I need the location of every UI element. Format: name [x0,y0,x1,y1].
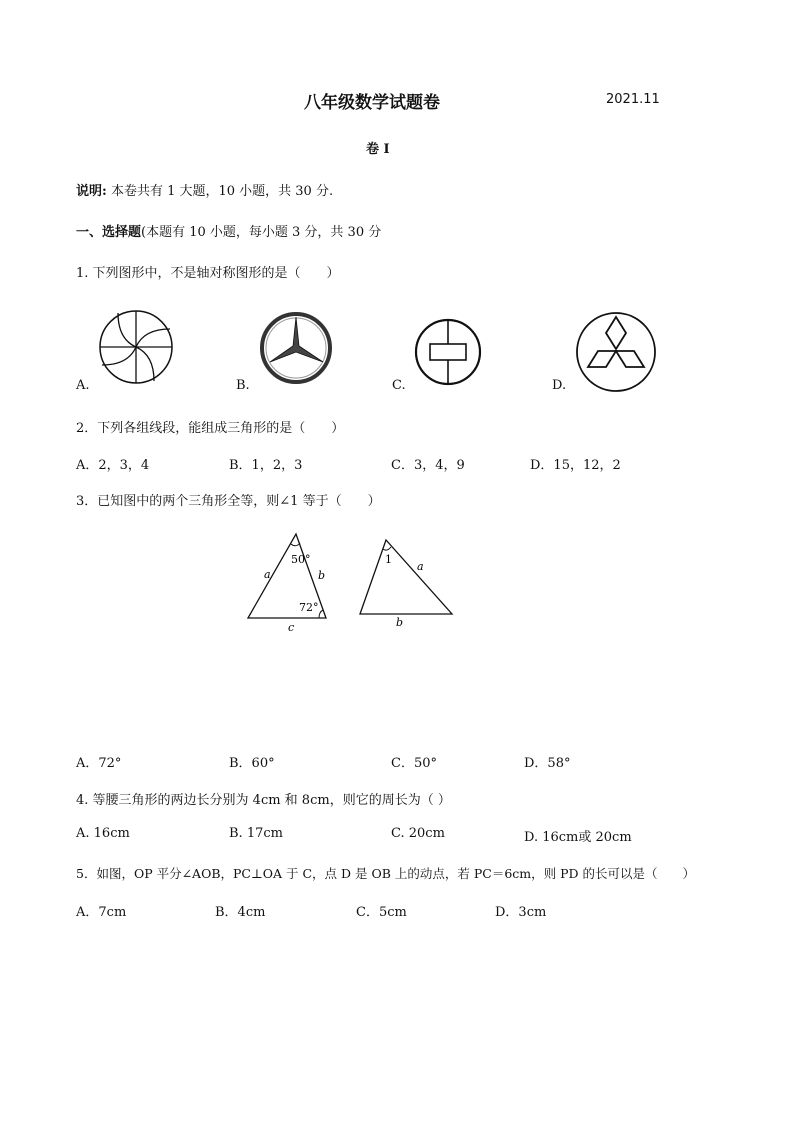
q3-option-d[interactable]: D．58° [524,756,571,771]
part-one-heading [76,221,381,240]
question-5-stem: 5．如图，OP 平分∠AOB，PC⊥OA 于 C，点 D 是 OB 上的动点，若 PC＝6cm，则 PD 的长可以是（ ） [76,866,696,881]
q5-option-a[interactable]: A．7cm [76,905,127,920]
q3-option-b[interactable]: B．60° [229,756,275,771]
q1-option-c[interactable]: C. [392,378,406,393]
q2-option-a[interactable]: A．2，3，4 [76,458,150,473]
q3-triangle-2 [352,528,462,638]
q1-figure-d-diamonds [575,311,657,393]
q4-option-d[interactable]: D. 16cm或 20cm [524,830,632,845]
section-heading: 卷 I [366,142,390,157]
q3-option-a[interactable]: A．72° [76,756,122,771]
q5-option-c[interactable]: C．5cm [356,905,407,920]
question-4-stem: 4. 等腰三角形的两边长分别为 4cm 和 8cm，则它的周长为（ ） [76,793,451,808]
instructions-label: 说明: [76,184,107,199]
t1-side-c-label: c [288,621,295,634]
t1-side-b-label: b [318,569,326,582]
q3-option-c[interactable]: C．50° [391,756,437,771]
part-one-label: 一、选择题 [76,225,142,240]
instructions-text: 本卷共有 1 大题，10 小题，共 30 分. [106,184,334,199]
q3-triangle-1 [240,528,340,638]
page-title: 八年级数学试题卷 [304,93,440,113]
q1-option-a[interactable]: A. [76,378,90,393]
instructions [76,180,333,199]
q2-option-c[interactable]: C．3，4，9 [391,458,465,473]
t2-angle-1-label: 1 [385,553,392,566]
question-2-stem: 2．下列各组线段，能组成三角形的是（ ） [76,421,345,436]
q1-option-d[interactable]: D. [552,378,567,393]
question-1-stem: 1. 下列图形中，不是轴对称图形的是（ ） [76,266,340,281]
q4-option-c[interactable]: C. 20cm [391,826,445,841]
q5-option-d[interactable]: D．3cm [495,905,547,920]
t1-side-a-label: a [264,568,271,581]
q2-option-d[interactable]: D．15，12，2 [530,458,621,473]
q1-option-b[interactable]: B. [236,378,250,393]
t1-top-angle-label: 50° [291,553,311,566]
part-one-text: (本题有 10 小题，每小题 3 分，共 30 分 [141,225,382,240]
q4-option-b[interactable]: B. 17cm [229,826,283,841]
q1-figure-a-pinwheel [98,309,174,385]
q1-figure-c-coin [414,318,482,386]
t2-side-b-label: b [396,616,404,629]
t1-right-angle-label: 72° [299,601,319,614]
q1-figure-b-star-ring [260,312,332,384]
exam-date: 2021.11 [606,92,660,107]
q5-option-b[interactable]: B．4cm [215,905,266,920]
t2-side-a-label: a [417,560,424,573]
question-3-stem: 3．已知图中的两个三角形全等，则∠1 等于（ ） [76,494,381,509]
q4-option-a[interactable]: A. 16cm [76,826,130,841]
q2-option-b[interactable]: B．1，2，3 [229,458,303,473]
